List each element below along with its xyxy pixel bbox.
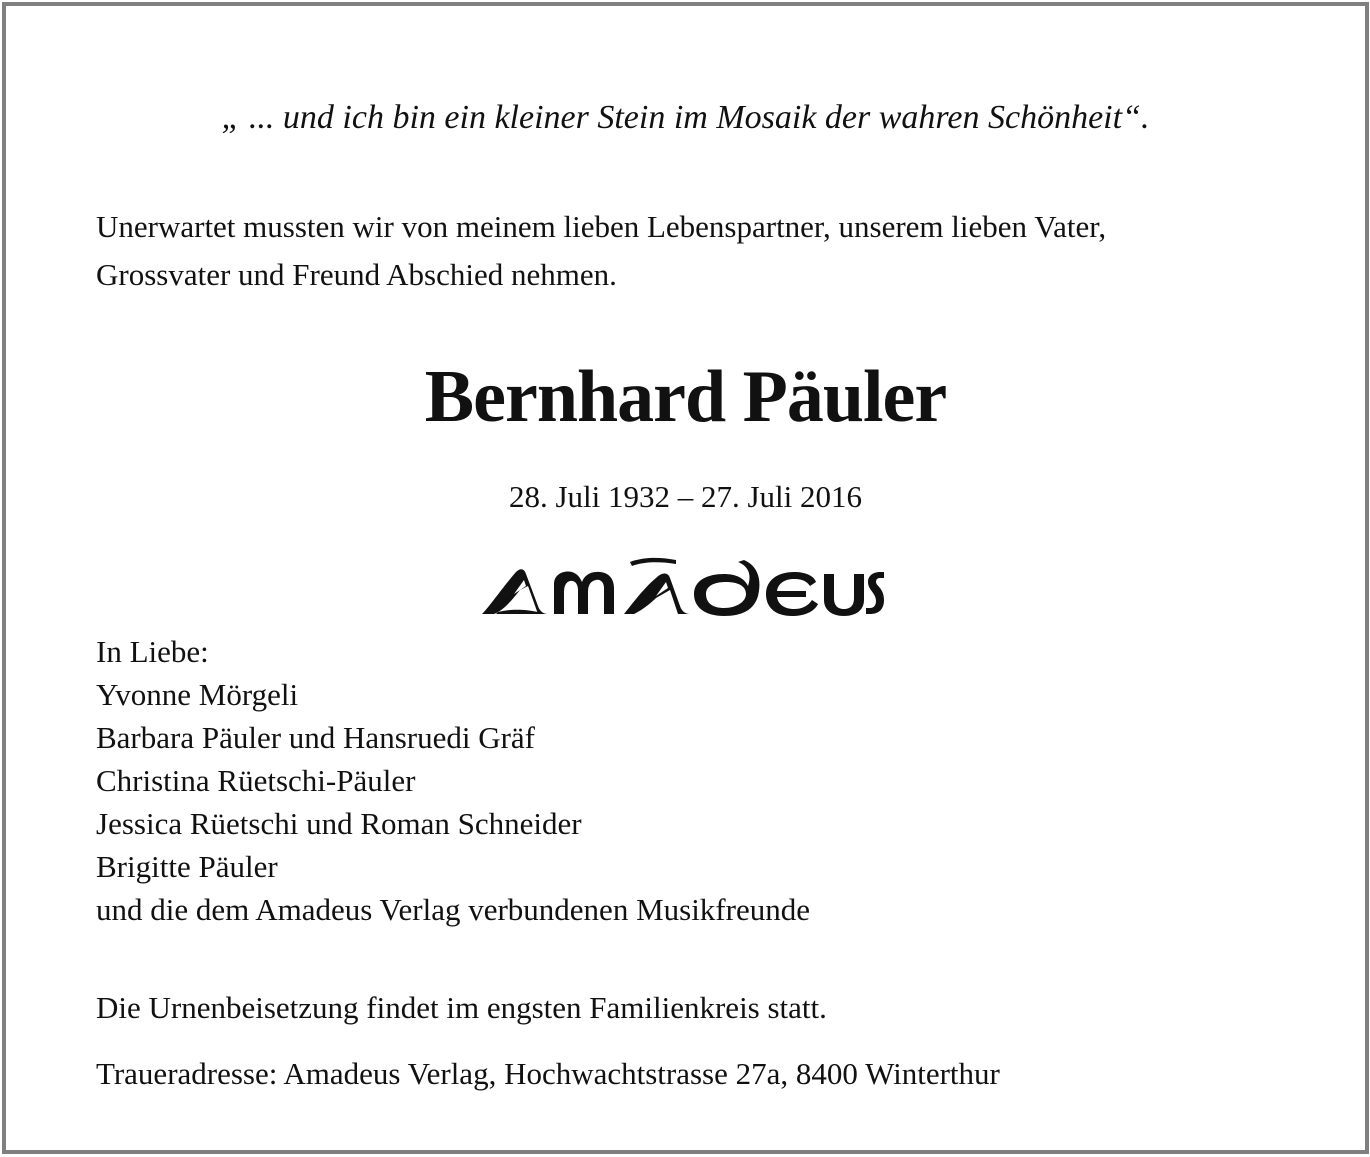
burial-notice: Die Urnenbeisetzung findet im engsten Familienkreis statt. (96, 990, 827, 1025)
mourner-name: Barbara Päuler und Hansruedi Gräf (96, 720, 535, 755)
mourners-heading: In Liebe: (96, 634, 209, 669)
obituary-frame (2, 2, 1369, 1154)
intro-line-1: Unerwartet mussten wir von meinem lieben Lebenspartner, unserem lieben Vater, (96, 209, 1107, 244)
mourner-name: Christina Rüetschi-Päuler (96, 763, 416, 798)
intro-text (96, 203, 1106, 299)
mourners-list (96, 630, 810, 931)
amadeus-logo (480, 556, 886, 622)
quote: „ ... und ich bin ein kleiner Stein im Mosaik der wahren Schönheit“. (221, 99, 1150, 136)
mourning-address: Traueradresse: Amadeus Verlag, Hochwachtstrasse 27a, 8400 Winterthur (96, 1056, 1000, 1091)
mourner-name: Brigitte Päuler (96, 849, 278, 884)
mourner-name: Yvonne Mörgeli (96, 677, 299, 712)
mourner-name: und die dem Amadeus Verlag verbundenen Musikfreunde (96, 892, 810, 927)
deceased-name: Bernhard Päuler (424, 356, 947, 438)
life-dates: 28. Juli 1932 – 27. Juli 2016 (508, 479, 863, 514)
mourner-name: Jessica Rüetschi und Roman Schneider (96, 806, 582, 841)
intro-line-2: Grossvater und Freund Abschied nehmen. (96, 257, 617, 292)
